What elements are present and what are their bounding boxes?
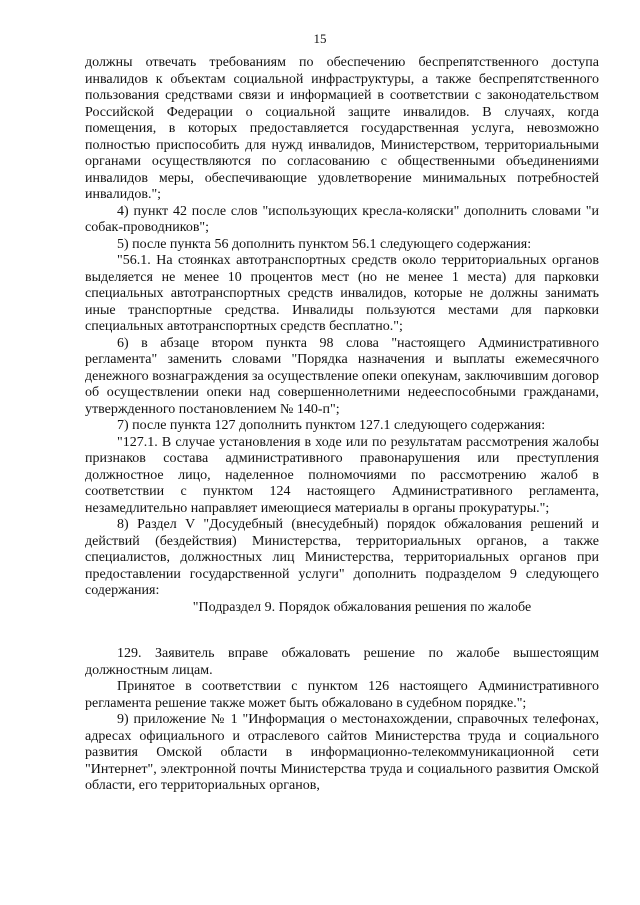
document-body: [85, 55, 599, 795]
paragraph-item-7: 7) после пункта 127 дополнить пунктом 127.1 следующего содержания:: [117, 418, 546, 433]
paragraph-judicial-appeal: Принятое в соответствии с пунктом 126 настоящего Административного регламента решение также может быть обжаловано в судебном порядке.";: [85, 679, 599, 711]
paragraph-item-5: 5) после пункта 56 дополнить пунктом 56.1 следующего содержания:: [117, 236, 532, 252]
subsection-heading: "Подраздел 9. Порядок обжалования решения по жалобе: [192, 599, 532, 615]
paragraph-clause-56-1: "56.1. На стоянках автотранспортных средств около территориальных органов выделяется не менее 10 процентов мест (но не менее 1 места) для парковки специальных автотранспортных средств инвалидов, которые не должны занимать иные транспортные средства. Инвалиды пользуются местами для парковки специальных автотранспортных средств бесплатно.";: [85, 253, 599, 334]
paragraph-item-9: 9) приложение № 1 "Информация о местонахождении, справочных телефонах, адресах официального и отраслевого сайтов Министерства труда и социального развития Омской области в информационно-телекоммуникационной сети "Интернет", электронной почты Министерства труда и социального развития Омской области, его территориальных органов,: [85, 712, 599, 793]
paragraph-item-4: 4) пункт 42 после слов "использующих кресла-коляски" дополнить словами "и собак-проводников";: [85, 203, 599, 235]
paragraph-clause-127-1: "127.1. В случае установления в ходе или по результатам рассмотрения жалобы признаков состава административного правонарушения или преступления должностное лицо, наделенное полномочиями по рассмотрению жалоб в соответствии с пунктом 124 настоящего Административного регламента, незамедлительно направляет имеющиеся материалы в органы прокуратуры.";: [85, 434, 599, 516]
page-number: 15: [313, 31, 327, 46]
paragraph-item-8: 8) Раздел V "Досудебный (внесудебный) порядок обжалования решений и действий (бездействия) Министерства, территориальных органов, а также специалистов, должностных лиц Министерства, территориальных органов при предоставлении государственной услуги" дополнить подразделом 9 следующего содержания:: [85, 517, 599, 598]
paragraph-accessibility-requirements: должны отвечать требованиям по обеспечению беспрепятственного доступа инвалидов к объектам социальной инфраструктуры, а также беспрепятственного пользования средствами связи и информацией в соответствии с законодательством Российской Федерации о социальной защите инвалидов. В случаях, когда помещения, в которых предоставляется государственная услуга, невозможно полностью приспособить для нужд инвалидов, Министерством, территориальными органами осуществляются по согласованию с общественными объединениями инвалидов меры, обеспечивающие удовлетворение минимальных потребностей инвалидов.";: [85, 55, 599, 202]
paragraph-item-6: 6) в абзаце втором пункта 98 слова "настоящего Административного регламента" заменить словами "Порядка назначения и выплаты ежемесячного денежного вознаграждения за осуществление опеки опекунам, заключившим договор об осуществлении опеки над совершеннолетними недееспособными гражданами, утвержденного постановлением № 140-п";: [85, 335, 599, 417]
paragraph-clause-129: 129. Заявитель вправе обжаловать решение по жалобе вышестоящим должностным лицам.: [85, 646, 599, 678]
